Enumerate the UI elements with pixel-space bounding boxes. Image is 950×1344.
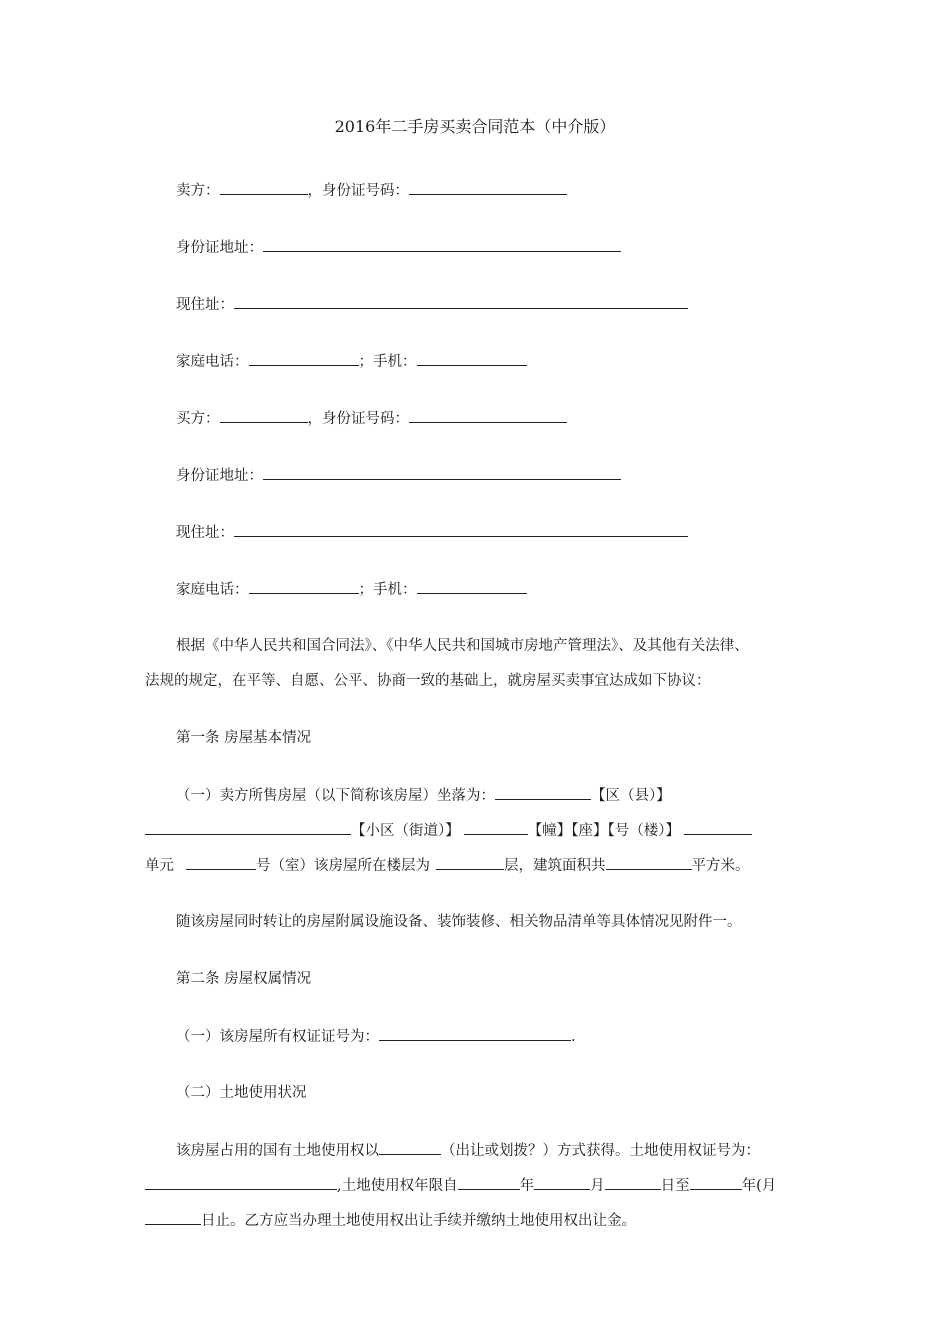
land-method-blank[interactable]: [379, 1140, 441, 1155]
floor-no-blank[interactable]: [684, 820, 752, 835]
buyer-current-address-line: [176, 522, 688, 543]
seller-id-address-line: [176, 237, 621, 258]
end-day-blank[interactable]: [145, 1210, 201, 1225]
community-blank[interactable]: [145, 820, 351, 835]
seller-id-blank[interactable]: [409, 180, 567, 195]
land-cert-blank[interactable]: [145, 1175, 337, 1190]
land-line-2: [145, 1175, 776, 1196]
buyer-mobile-label: ；手机：: [358, 582, 417, 598]
end-year-blank[interactable]: [690, 1175, 742, 1190]
land-heading: （二）土地使用状况: [176, 1085, 307, 1101]
building-blank[interactable]: [464, 820, 528, 835]
buyer-line: [176, 408, 567, 429]
page-title: 2016年二手房买卖合同范本（中介版）: [334, 117, 616, 136]
buyer-name-blank[interactable]: [220, 408, 308, 423]
start-day-to-label: 日至: [660, 1178, 690, 1194]
land-line-1: [176, 1140, 760, 1161]
seller-current-address-label: 现住址：: [176, 297, 234, 313]
district-blank[interactable]: [495, 785, 591, 800]
preamble-line-2: 法规的规定，在平等、自愿、公平、协商一致的基础上，就房屋买卖事宜达成如下协议：: [145, 673, 711, 689]
article-1-p2: 随该房屋同时转让的房屋附属设施设备、装饰装修、相关物品清单等具体情况见附件一。: [176, 914, 742, 930]
land-p1-suffix: （出让或划拨？）方式获得。土地使用权证号为：: [441, 1143, 760, 1159]
district-label: 【区（县）】: [591, 788, 671, 804]
seller-name-blank[interactable]: [220, 180, 308, 195]
area-label: 平方米。: [691, 858, 750, 874]
cert-label: （一）该房屋所有权证证号为：: [176, 1029, 379, 1045]
seller-id-address-label: 身份证地址：: [176, 240, 263, 256]
start-month-label: 月: [590, 1178, 605, 1194]
buyer-id-address-label: 身份证地址：: [176, 468, 263, 484]
buyer-label: 买方：: [176, 411, 220, 427]
land-term-label: ,土地使用权年限自: [337, 1178, 458, 1194]
seller-home-phone-label: 家庭电话：: [176, 354, 249, 370]
start-month-blank[interactable]: [534, 1175, 590, 1190]
buyer-current-address-blank[interactable]: [234, 522, 688, 537]
buyer-id-blank[interactable]: [409, 408, 567, 423]
buyer-mobile-blank[interactable]: [417, 579, 527, 594]
cert-suffix: .: [571, 1029, 576, 1045]
land-line-3: [145, 1210, 636, 1231]
article-1-p1-line3: [145, 855, 750, 876]
buyer-id-label: ，身份证号码：: [307, 411, 409, 427]
unit-blank[interactable]: [186, 855, 256, 870]
buyer-id-address-blank[interactable]: [263, 465, 621, 480]
room-label: 号（室）该房屋所在楼层为: [256, 858, 430, 874]
seller-current-address-line: [176, 294, 688, 315]
end-year-label: 年(月: [741, 1178, 777, 1194]
buyer-home-phone-blank[interactable]: [249, 579, 359, 594]
buyer-phone-line: [176, 579, 527, 600]
start-day-blank[interactable]: [605, 1175, 661, 1190]
land-p3-end: 日止。乙方应当办理土地使用权出让手续并缴纳土地使用权出让金。: [201, 1213, 636, 1229]
seller-label: 卖方：: [176, 183, 220, 199]
buyer-id-address-line: [176, 465, 621, 486]
land-p1-prefix: 该房屋占用的国有土地使用权以: [176, 1143, 379, 1159]
buyer-home-phone-label: 家庭电话：: [176, 582, 249, 598]
unit-label: 单元: [145, 858, 174, 874]
floor-blank[interactable]: [436, 855, 504, 870]
article-1-heading: 第一条 房屋基本情况: [176, 730, 312, 746]
area-blank[interactable]: [606, 855, 692, 870]
buyer-current-address-label: 现住址：: [176, 525, 234, 541]
seller-mobile-blank[interactable]: [417, 351, 527, 366]
preamble-line-1: 根据《中华人民共和国合同法》、《中华人民共和国城市房地产管理法》、及其他有关法律、: [176, 638, 749, 654]
seller-line: [176, 180, 567, 201]
seller-current-address-blank[interactable]: [234, 294, 688, 309]
cert-blank[interactable]: [379, 1026, 571, 1041]
seller-id-label: ，身份证号码：: [307, 183, 409, 199]
seller-home-phone-blank[interactable]: [249, 351, 359, 366]
cert-line: [176, 1026, 576, 1047]
start-year-blank[interactable]: [458, 1175, 520, 1190]
seller-phone-line: [176, 351, 527, 372]
article-2-heading: 第二条 房屋权属情况: [176, 971, 312, 987]
start-year-label: 年: [519, 1178, 535, 1194]
floor-label: 层，建筑面积共: [504, 858, 606, 874]
seller-mobile-label: ；手机：: [358, 354, 417, 370]
article-1-p1-line1: [176, 785, 671, 806]
seller-id-address-blank[interactable]: [263, 237, 621, 252]
community-label: 【小区（街道）】: [351, 823, 460, 839]
building-label: 【幢】【座】【号（楼）】: [527, 823, 680, 839]
article-1-p1-line2: [145, 820, 752, 841]
article-1-location-prefix: （一）卖方所售房屋（以下简称该房屋）坐落为：: [176, 788, 495, 804]
